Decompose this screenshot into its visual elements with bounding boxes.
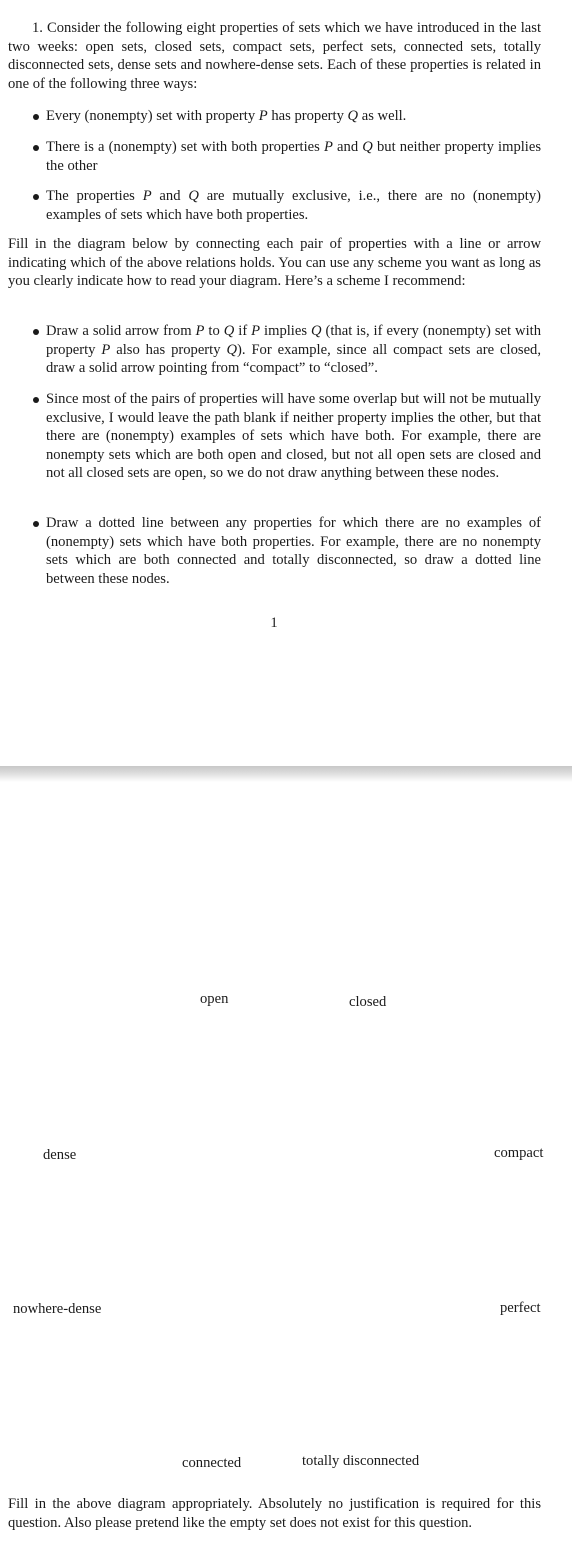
scheme-dotted-text: Draw a dotted line between any properties for which there are no examples of (nonempty) sets which have both properties. For example, there are no nonempty sets which are both connected and totally disconnected, so draw a dotted line between these nodes. <box>46 515 541 587</box>
relation-exclusive-item <box>46 187 541 224</box>
relation-implies-text: Every (nonempty) set with property P has property Q as well. <box>46 108 407 124</box>
node-perfect: perfect <box>500 1300 541 1316</box>
bullet <box>33 194 39 200</box>
node-totally-disconnected: totally disconnected <box>302 1453 420 1469</box>
relation-implies-item <box>46 107 541 126</box>
bullet <box>33 114 39 120</box>
relation-overlap-text: There is a (nonempty) set with both properties P and Q but neither property implies the other <box>46 139 542 174</box>
relation-overlap-item <box>46 138 541 175</box>
scheme-arrow-item <box>46 322 541 378</box>
bullet <box>33 521 39 527</box>
scheme-blank-item <box>46 390 541 483</box>
node-dense: dense <box>43 1147 77 1163</box>
node-nowhere-dense: nowhere-dense <box>13 1301 102 1317</box>
bullet <box>33 397 39 403</box>
node-open: open <box>200 991 229 1007</box>
scheme-blank-text: Since most of the pairs of properties will have some overlap but will not be mutually exclusive, I would leave the path blank if neither property implies the other, but that there are (nonempty) examples of sets which have both. For example, there are nonempty sets which are both open and closed, but not all open sets are closed and not all closed sets are open, so we do not draw anything between these nodes. <box>46 391 541 481</box>
problem-statement: 1. Consider the following eight properties of sets which we have introduced in the last two weeks: open sets, closed sets, compact sets, perfect sets, connected sets, totally disconnected sets, dense sets and nowhere-dense sets. Each of these properties is related in one of the following three ways: <box>8 20 541 92</box>
node-compact: compact <box>494 1145 544 1161</box>
bullet <box>33 329 39 335</box>
page-2 <box>0 782 572 1560</box>
relation-exclusive-text: The properties P and Q are mutually exclusive, i.e., there are no (nonempty) examples of sets which have both properties. <box>46 188 542 223</box>
scheme-dotted-item <box>46 514 541 588</box>
scheme-arrow-text: Draw a solid arrow from P to Q if P implies Q (that is, if every (nonempty) set with property P also has property Q). For example, since all compact sets are closed, draw a solid arrow pointing from “compact” to “closed”. <box>46 323 541 376</box>
page-separator <box>0 766 572 782</box>
page-number: 1 <box>270 615 278 631</box>
closing-instructions: Fill in the above diagram appropriately. Absolutely no justification is required for this question. Also please pretend like the empty set does not exist for this question. <box>8 1496 541 1531</box>
node-connected: connected <box>182 1455 242 1471</box>
fill-instructions: Fill in the diagram below by connecting each pair of properties with a line or arrow indicating which of the above relations holds. You can use any scheme you want as long as you clearly indicate how to read your diagram. Here’s a scheme I recommend: <box>8 236 541 289</box>
node-closed: closed <box>349 994 387 1010</box>
bullet <box>33 145 39 151</box>
page-1 <box>0 0 572 766</box>
